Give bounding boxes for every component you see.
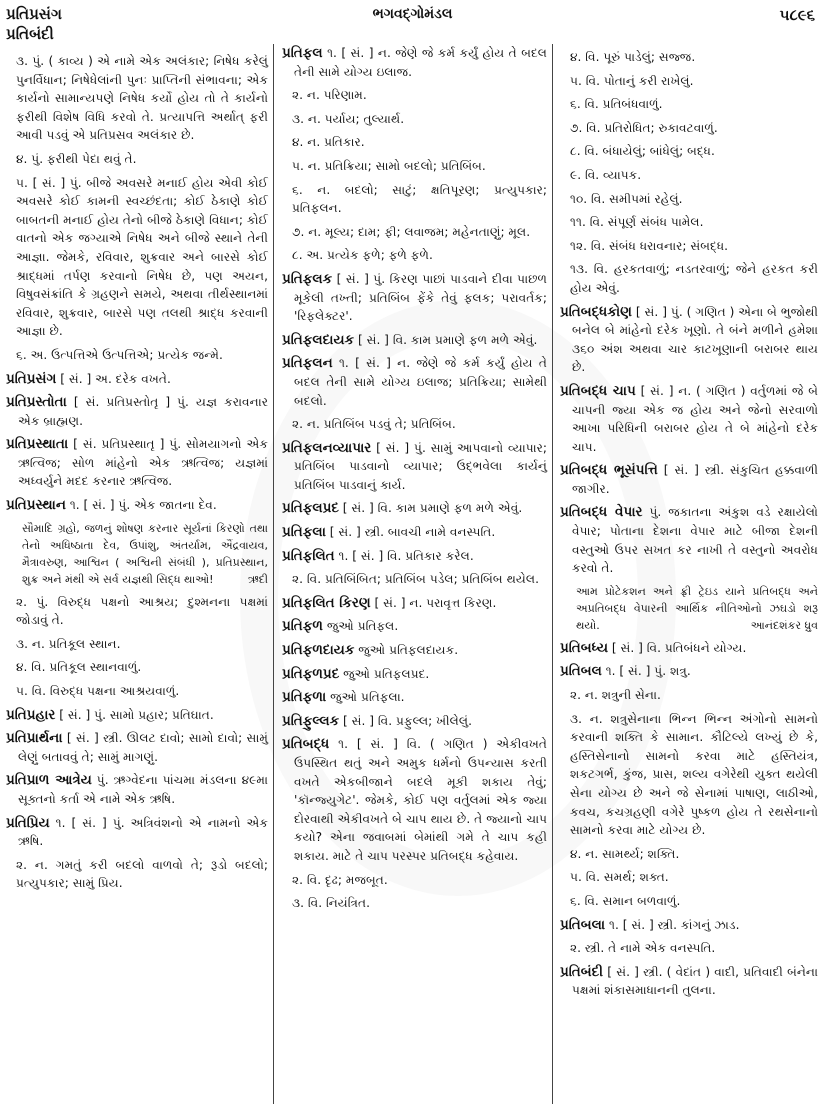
quote-text: સૌમાદિ ગ્રહો, જળનું શોષણ કરનાર સૂર્યનાં કિરણો તથા તેનો અધિષ્ઠાતા દેવ, ઉપાંશુ, અંતર્યામ, ઐંદ્રવાયવ, મૈત્રાવરુણ, આશ્વિન ( અશ્વિની સંબંધી ), પ્રતિપ્રસ્થાન, શુક્ર અને મંથી એ સર્વ યજ્ઞથી સિદ્ધ થાઓ! (22, 521, 268, 586)
definition-text: [ સં. પ્રતિપ્રસ્થાતૃ ] પું. સોમયાગનો એક ઋત્વિજ; સોળ માંહેનો એક ઋત્વિજ; યજ્ઞમાં અધ્વર્યુને મદદ કરનાર ઋત્વિજ. (18, 437, 268, 489)
definition-text: ૧. [ સં. ] પું. શત્રુ. (605, 664, 691, 679)
definition-text: જુઓ પ્રતિફલપ્રદ. (343, 666, 430, 681)
sense-definition: ૩. ન. પર્યાય; તુલ્યાર્થ. (292, 111, 405, 126)
definition-text: ૧. [ સં. ] ન. જેણે જે કર્મ કર્યું હોય તે બદલ તેની સામે યોગ્ય ઇલાજ. (294, 46, 548, 79)
dictionary-entry (6, 729, 268, 766)
dictionary-entry (282, 594, 547, 613)
sense-definition: ૩. વિ. નિયંત્રિત. (292, 896, 370, 911)
quote-author: આનંદશંકર ધ્રુવ (750, 618, 818, 632)
dictionary-entry (282, 712, 547, 731)
dictionary-entry (282, 547, 547, 566)
headword: પ્રતિપ્રસંગ (6, 370, 57, 387)
sense-definition: ૨. વિ. દૃઢ; મજબૂત. (292, 872, 388, 887)
dictionary-entry (560, 963, 818, 1000)
headword: પ્રતિફલનવ્યાપાર (282, 439, 372, 456)
headword: પ્રતિફળા (282, 689, 327, 706)
sense-definition: ૫. વિ. પોતાનું કરી રાખેલું. (570, 73, 694, 88)
headword: પ્રતિફલિત કિરણ (282, 594, 371, 611)
sense-definition: ૭. વિ. પ્રતિરોધિત; રુકાવટવાળું. (570, 120, 718, 135)
definition-text: [ સં. ] સ્ત્રી. સંકુચિત હક્કવાળી જાગીર. (572, 463, 819, 496)
definition-text: [ સં. ] સ્ત્રી. ( વેદાંત ) વાદી, પ્રતિવાદી બંનેના પક્ષમાં શંકાસમાધાનની તુલના. (572, 964, 819, 998)
sense-definition: ૨. ન. શત્રુની સેના. (570, 688, 661, 703)
headword: પ્રતિફળદાયક (282, 642, 355, 659)
headword: પ્રતિફળપ્રદ (282, 665, 340, 682)
sense-definition: ૩. પું. ( કાવ્ય ) એ નામે એક અલંકાર; નિષેધ કરેલું પુનર્વિધાન; નિષેધેલાંની પુનઃ પ્રાપ્તિની સંભાવના; એક કાર્યનો સામાન્યપણે નિષેધ કર્યો હોય તો તે કાર્યનો ફરીથી વિશેષ વિધિ કરવો તે. પ્રત્યાપત્તિ અર્થાત્ ફરી આવી પડવું એ પ્રતિપ્રસવ અલંકાર છે. (16, 54, 268, 143)
sense-definition: ૩. ન. પ્રતિકૂલ સ્થાન. (16, 636, 121, 651)
definition-text: [ સં. ] પું. સામો પ્રહાર; પ્રતિઘાત. (59, 707, 214, 722)
definition-text: ૧. [ સં. ] પું. અત્રિવંશનો એ નામનો એક ઋષિ. (18, 815, 268, 849)
sense-definition: ૨. ન. પ્રતિબિંબ પડવું તે; પ્રતિબિંબ. (292, 417, 456, 432)
column-divider (273, 44, 274, 1104)
headword: પ્રતિફળ (282, 618, 323, 635)
sense-definition: ૬. વિ. પ્રતિબંધવાળું. (570, 97, 663, 112)
sense-definition: ૫. વિ. સમર્થ; શક્ત. (570, 870, 669, 885)
dictionary-entry (6, 370, 268, 389)
sense-definition: ૧૧. વિ. સંપૂર્ણ સંબંધ પામેલ. (570, 215, 704, 230)
definition-text: [ સં. ] ન. પરાવૃત્ત કિરણ. (374, 595, 497, 610)
citation-quote (560, 583, 818, 634)
dictionary-entry (6, 393, 268, 430)
headword: પ્રતિપ્રાળ આત્રેય (6, 772, 92, 789)
dictionary-entry (560, 503, 818, 577)
dictionary-entry (282, 523, 547, 542)
definition-text: [ સં. ] વિ. પ્રફુલ્લ; ખીલેલું. (343, 713, 472, 728)
headword: પ્રતિબદ્ધ (282, 736, 330, 753)
sense-definition: ૨. પું. વિરુદ્ધ પક્ષનો આશ્રય; દુશ્મનના પક્ષમાં જોડાવું તે. (16, 594, 268, 628)
headword: પ્રતિપ્રાર્થના (6, 730, 63, 747)
column-3 (560, 48, 818, 1005)
sense-definition: ૯. વિ. વ્યાપક. (570, 167, 642, 182)
dictionary-entry (282, 641, 547, 660)
definition-text: ૧. [ સં. ] વિ. પ્રતિકાર કરેલ. (338, 548, 474, 563)
definition-text: જુઓ પ્રતિફલદાયક. (358, 643, 459, 658)
sense-definition: ૬. વિ. સમાન બળવાળું. (570, 893, 681, 908)
sense-definition: ૪. વિ. પ્રતિકૂલ સ્થાનવાળું. (16, 660, 142, 675)
dictionary-entry (560, 662, 818, 681)
headword: પ્રતિફલિત (282, 547, 335, 564)
headword: પ્રતિબદ્ધકોણ (560, 303, 632, 320)
sense-definition: ૬. ન. બદલો; સાટું; ક્ષતિપૂરણ; પ્રત્યુપકાર; પ્રતિફલન. (292, 182, 547, 216)
definition-text: [ સં. ] પું. સામું આપવાનો વ્યાપાર; પ્રતિબિંબ પાડવાનો વ્યાપાર; ઉદ્ભવેલા કાર્યનું પ્રતિબિંબ પાડવાનું કાર્ય. (294, 440, 547, 492)
sense-definition: ૫. વિ. વિરુદ્ધ પક્ષના આશ્રયવાળું. (16, 684, 180, 699)
column-divider (552, 44, 553, 1104)
headword: પ્રતિબદ્ધ વેપાર (560, 504, 643, 521)
definition-text: [ સં. પ્રતિપ્રસ્તોતૃ ] પું. યજ્ઞ કરાવનાર એક બ્રાહ્મણ. (18, 395, 268, 428)
page-title: ભગવદ્ગોમંડલ (372, 6, 453, 22)
dictionary-entry (6, 814, 268, 851)
definition-text: ૧. [ સં. ] પું. એક જાતના દેવ. (69, 498, 217, 513)
headword: પ્રતિપ્રસ્તોતા (6, 394, 67, 411)
headword: પ્રતિફલા (282, 524, 326, 541)
sense-definition: ૪. ન. સામર્થ્ય; શક્તિ. (570, 846, 680, 861)
dictionary-entry (282, 44, 547, 81)
dictionary-entry (560, 461, 818, 498)
sense-definition: ૧૨. વિ. સંબંધ ધરાવનાર; સંબદ્ધ. (570, 238, 729, 253)
sense-definition: ૮. વિ. બંધાયેલું; બાંધેલું; બદ્ધ. (570, 144, 715, 159)
sense-definition: ૨. સ્ત્રી. તે નામે એક વનસ્પતિ. (570, 941, 716, 956)
definition-text: પું. જકાતના અંકુશ વડે રક્ષાયેલો વેપાર; પોતાના દેશના વેપાર માટે બીજા દેશની વસ્તુઓ ઉપર સખત કર નાખી તે વસ્તુનો અવરોધ કરવો તે. (572, 505, 818, 576)
dictionary-entry (560, 916, 818, 935)
definition-text: [ સં. ] ન. ( ગણિત ) વર્તુળમાં જે બે ચાપની જ્યા એક જ હોય અને જેનો સરવાળો આખા પરિધિની બરાબર હોય તે બે માંહેનો દરેક ચાપ. (572, 383, 819, 454)
definition-text: [ સં. ] વિ. પ્રતિબંધને યોગ્ય. (611, 640, 747, 655)
dictionary-entry (282, 688, 547, 707)
sense-definition: ૨. વિ. પ્રતિબિંબિત; પ્રતિબિંબ પડેલ; પ્રતિબિંબ થયેલ. (292, 572, 539, 587)
headword: પ્રતિબદ્ધ ભૂસંપત્તિ (560, 462, 658, 479)
dictionary-entry (282, 354, 547, 410)
headword: પ્રતિબલા (560, 916, 606, 933)
definition-text: [ સં. ] સ્ત્રી. ઊલટ દાવો; સામો દાવો; સામું લેણું બતાવવું તે; સામું માગણું. (18, 731, 268, 764)
dictionary-entry (6, 706, 268, 725)
definition-text: [ સં. ] પું. કિરણ પાછાં પાડવાને દીવા પાછળ મૂકેલી તખ્તી; પ્રતિબિંબ ફેંકે તેવું ફલક; પરાવર્તક; 'રિફલેક્ટર'. (294, 271, 547, 324)
sense-definition: ૧૦. વિ. સમીપમાં રહેલું. (570, 191, 683, 206)
definition-text: જુઓ પ્રતિફલા. (330, 690, 405, 705)
column-1 (6, 52, 268, 898)
headword: પ્રતિફલપ્રદ (282, 500, 339, 517)
definition-text: [ સં. ] પું. ( ગણિત ) એના બે ભુજોથી બનેલ બે માંહેનો દરેક ખૂણો. તે બંને મળીને હમેશા ૩૬૦ અંશ અથવા ચાર કાટખૂણાની બરાબર થાય છે. (572, 304, 818, 375)
headword: પ્રતિફલદાયક (282, 331, 355, 348)
sense-definition: ૫. ન. પ્રતિક્રિયા; સામો બદલો; પ્રતિબિંબ. (292, 158, 486, 173)
headword: પ્રતિફુલ્લક (282, 712, 340, 729)
headword: પ્રતિફલ (282, 45, 323, 61)
definition-text: [ સં. ] સ્ત્રી. બાવચી નામે વનસ્પતિ. (329, 525, 496, 540)
dictionary-entry (6, 496, 268, 515)
dictionary-entry (560, 382, 818, 456)
guide-word-bottom: પ્રતિબંદી (6, 25, 54, 43)
dictionary-entry (282, 665, 547, 684)
sense-definition: ૭. ન. મૂલ્ય; દામ; ફી; લવાજમ; મહેનતાણું; મૂલ. (292, 224, 531, 239)
headword: પ્રતિફલક (282, 270, 333, 287)
headword: પ્રતિબદ્ધ ચાપ (560, 382, 636, 399)
headword: પ્રતિપ્રસ્થાન (6, 497, 66, 514)
dictionary-entry (6, 435, 268, 491)
dictionary-entry (282, 331, 547, 350)
column-2 (282, 44, 547, 918)
headword: પ્રતિપ્રસ્થાતા (6, 436, 69, 453)
sense-definition: ૩. ન. શત્રુસેનાના ભિન્ન ભિન્ન અંગોનો સામનો કરવાની શક્તિ કે સામાન. કૌટિલ્યે લખ્યું છે કે, હસ્તિસેનાનો સામનો કરવા માટે હસ્તિયંત્ર, શકટગર્ભ, કુંજ, પ્રાસ, શલ્ય વગેરેથી યુક્ત થયેલી સેના યોગ્ય છે અને જે સેનામાં પાષાણ, લાઠીઓ, કવચ, કચગ્રહણી વગેરે પુષ્કળ હોય તે રથસેનાનો સામનો કરવા માટે યોગ્ય છે. (570, 711, 818, 838)
dictionary-entry (560, 639, 818, 658)
sense-definition: ૨. ન. ગમતું કરી બદલો વાળવો તે; રૂડો બદલો; પ્રત્યુપકાર; સામું પ્રિય. (16, 857, 268, 891)
definition-text: ૧. [ સં. ] સ્ત્રી. કાંગનું ઝાડ. (609, 917, 740, 932)
headword: પ્રતિપ્રહાર (6, 706, 56, 723)
headword: પ્રતિબલ (560, 663, 602, 680)
dictionary-entry (282, 270, 547, 326)
sense-definition: ૧૩. વિ. હરકતવાળું; નડતરવાળું; જેને હરકત કરી હોય એવું. (570, 262, 818, 295)
page-number: ૫૮૯૬ (779, 6, 815, 24)
dictionary-entry (282, 439, 547, 495)
definition-text: [ સં. ] વિ. કામ પ્રમાણે ફળ મળે એવું. (342, 501, 523, 516)
headword: પ્રતિબધ્ય (560, 639, 609, 656)
dictionary-entry (6, 771, 268, 808)
quote-author: ઋદી (248, 572, 268, 586)
dictionary-entry (282, 735, 547, 865)
sense-definition: ૪. પું. ફરીથી પેદા થવું તે. (16, 151, 137, 166)
definition-text: [ સં. ] વિ. કામ પ્રમાણે ફળ મળે એવું. (357, 332, 538, 347)
sense-definition: ૪. વિ. પૂરું પાડેલું; સજ્જ. (570, 50, 696, 64)
sense-definition: ૪. ન. પ્રતિકાર. (292, 135, 365, 150)
definition-text: જુઓ પ્રતિફલ. (326, 619, 399, 634)
citation-quote (6, 520, 268, 588)
sense-definition: ૮. અ. પ્રત્યેક ફળે; ફળે ફળે. (292, 248, 433, 263)
headword: પ્રતિપ્રિય (6, 814, 50, 831)
quote-text: આમ પ્રોટેકશન અને ફ્રી ટ્રેઇડ યાને પ્રતિબદ્ધ અને અપ્રતિબદ્ધ વેપારની આર્થિક નીતિઓનો ઝઘડો શરૂ થયો. (576, 584, 818, 632)
headword: પ્રતિફલન (282, 355, 333, 372)
sense-definition: ૨. ન. પરિણામ. (292, 88, 367, 103)
dictionary-entry (560, 303, 818, 377)
definition-text: ૧. [ સં. ] વિ. ( ગણિત ) એકીવખતે ઉપસ્થિત થતું અને અમુક ધર્મનો ઉપન્યાસ કરતી વખતે એકબીજાને બદલે મૂકી શકાય તેવું; 'કૉન્જ્યુગેટ'. જેમકે, કોઈ પણ વર્તુલમાં એક જ્યા દોરવાથી એકીવખતે બે ચાપ થાય છે. તે જ્યાનો ચાપ કયો? એના જવાબમાં બેમાંથી ગમે તે ચાપ કહી શકાય. માટે તે ચાપ પરસ્પર પ્રતિબદ્ધ કહેવાય. (294, 737, 548, 863)
dictionary-entry (282, 499, 547, 518)
guide-word-top: પ્રતિપ્રસંગ (6, 5, 62, 23)
headword: પ્રતિબંદી (560, 963, 604, 980)
dictionary-entry (282, 617, 547, 636)
definition-text: ૧. [ સં. ] ન. જેણે જે કર્મ કર્યું હોય તે બદલ તેની સામે યોગ્ય ઇલાજ; પ્રતિક્રિયા; સામેથી બદલો. (294, 356, 547, 408)
definition-text: પું. ઋગ્વેદના પાંચમા મંડલના ૪૯મા સૂક્તનો કર્તા એ નામે એક ઋષિ. (18, 773, 268, 806)
definition-text: [ સં. ] અ. દરેક વખતે. (60, 371, 171, 386)
sense-definition: ૫. [ સં. ] પું. બીજે અવસરે મનાઈ હોય એવી કોઈ અવસરે કોઈ કામની સ્વચ્છંદતા; કોઈ ઠેકાણે કોઈ બાબતની મનાઈ હોય તેનો બીજે ઠેકાણે વિધાન; કોઈ વાતનો એક જગ્યાએ નિષેધ અને બીજે સ્થાને તેની આજ્ઞા. જેમકે, રવિવાર, શુક્રવાર અને બારસે કોઈ શ્રાદ્ધમાં તર્પણ કરવાનો નિષેધ છે, પણ અયન, વિષુવસંક્રાંતિ કે ગ્રહણને સમયે, અથવા તીર્થસ્થાનમાં રવિવાર, શુક્રવાર, બારસે પણ તલથી શ્રાદ્ધ કરવાની આજ્ઞા છે. (16, 175, 268, 339)
sense-definition: ૬. અ. ઉત્પત્તિએ ઉત્પત્તિએ; પ્રત્યેક જન્મે. (16, 347, 223, 362)
